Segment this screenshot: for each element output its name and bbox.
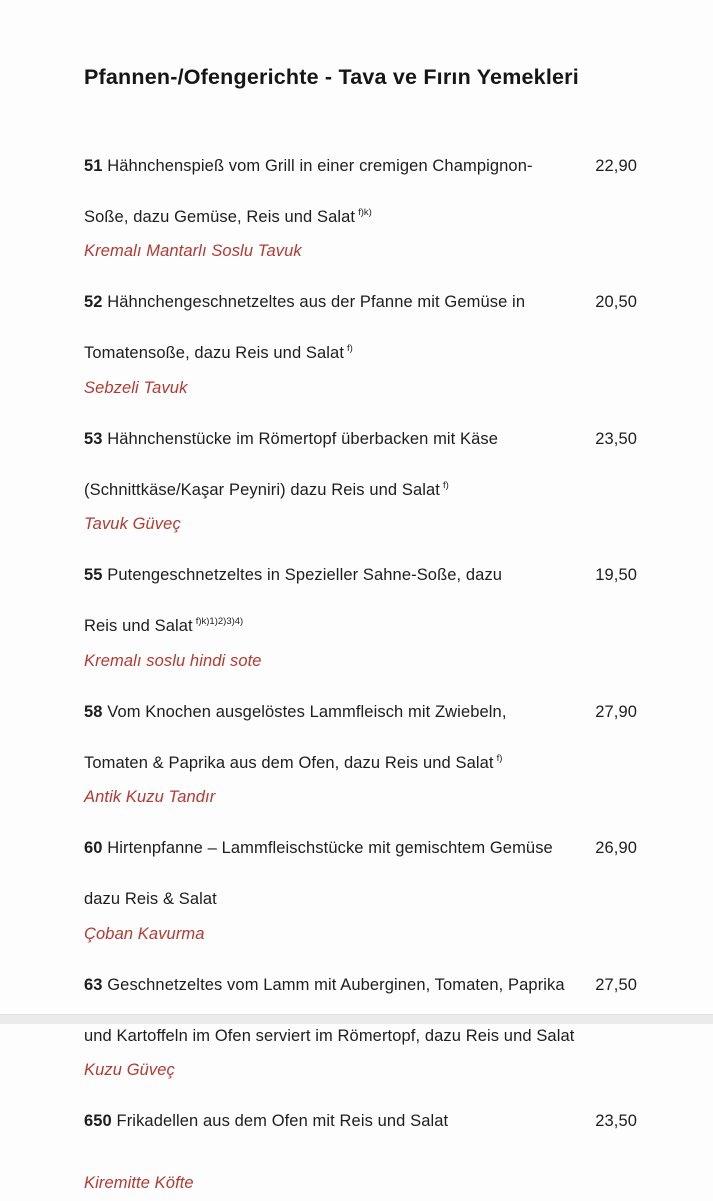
menu-item xyxy=(84,269,637,406)
item-number: 63 xyxy=(84,975,103,994)
item-price: 20,50 xyxy=(595,293,637,311)
item-line-2 xyxy=(84,200,637,235)
item-description xyxy=(84,285,579,320)
item-line-1 xyxy=(84,678,637,746)
item-description-continued: Soße, dazu Gemüse, Reis und Salat xyxy=(84,207,356,226)
item-description xyxy=(84,695,579,730)
item-line-1 xyxy=(84,132,637,200)
item-line-1 xyxy=(84,951,637,1019)
item-number: 650 xyxy=(84,1112,112,1130)
item-price: 26,90 xyxy=(595,839,637,857)
item-line-1 xyxy=(84,542,637,610)
item-turkish-name: Kremalı Mantarlı Soslu Tavuk xyxy=(84,242,302,260)
item-number: 55 xyxy=(84,566,103,584)
menu-item xyxy=(84,678,637,815)
item-turkish-name: Kremalı soslu hindi sote xyxy=(84,651,262,670)
item-price: 23,50 xyxy=(595,1112,637,1130)
page-title: Pfannen-/Ofengerichte - Tava ve Fırın Yemekleri xyxy=(84,65,579,89)
item-line-1 xyxy=(84,1088,637,1156)
item-line-1 xyxy=(84,405,637,473)
allergen-note: f) xyxy=(442,479,449,491)
item-price: 27,50 xyxy=(595,975,637,994)
item-description-continued: dazu Reis & Salat xyxy=(84,890,217,908)
item-turkish-name: Kiremitte Köfte xyxy=(84,1174,194,1192)
item-number: 51 xyxy=(84,156,103,175)
item-description xyxy=(84,558,579,593)
item-description xyxy=(84,831,579,866)
allergen-note: f)k)1)2)3)4) xyxy=(195,616,244,627)
item-description xyxy=(84,968,579,1003)
item-line-2 xyxy=(84,882,637,917)
item-description xyxy=(84,1104,579,1139)
item-description-continued: und Kartoffeln im Ofen serviert im Römertopf, dazu Reis und Salat xyxy=(84,1026,575,1045)
item-description-text: Geschnetzeltes vom Lamm mit Auberginen, Tomaten, Paprika xyxy=(107,975,565,994)
menu-item xyxy=(84,815,637,952)
item-description xyxy=(84,422,579,457)
menu-item xyxy=(84,542,637,679)
item-price: 22,90 xyxy=(595,156,637,175)
allergen-note: f) xyxy=(347,343,353,354)
item-number: 58 xyxy=(84,702,103,721)
item-number: 52 xyxy=(84,293,103,311)
item-description xyxy=(84,149,579,184)
item-number: 53 xyxy=(84,429,103,448)
item-price: 19,50 xyxy=(595,566,637,584)
allergen-note: f) xyxy=(496,752,503,764)
menu-item xyxy=(84,1088,637,1201)
item-line-1 xyxy=(84,815,637,883)
item-description-continued: Tomatensoße, dazu Reis und Salat xyxy=(84,344,345,362)
item-line-2 xyxy=(84,336,637,371)
allergen-note: f)k) xyxy=(358,206,372,218)
item-description-text: Hirtenpfanne – Lammfleischstücke mit gemischtem Gemüse xyxy=(107,839,553,857)
page-bottom-edge xyxy=(0,1014,713,1024)
item-turkish-name: Sebzeli Tavuk xyxy=(84,378,188,397)
item-turkish-name: Antik Kuzu Tandır xyxy=(84,788,216,806)
item-price: 27,90 xyxy=(595,702,637,721)
item-turkish-name: Çoban Kavurma xyxy=(84,924,205,943)
item-description-text: Hähnchengeschnetzeltes aus der Pfanne mit Gemüse in xyxy=(107,293,526,311)
item-description-continued: Tomaten & Paprika aus dem Ofen, dazu Reis und Salat xyxy=(84,753,494,772)
item-description-continued: (Schnittkäse/Kaşar Peyniri) dazu Reis und Salat xyxy=(84,480,440,499)
item-line-2 xyxy=(84,609,637,644)
item-turkish-name: Kuzu Güveç xyxy=(84,1061,175,1079)
menu-item xyxy=(84,405,637,542)
item-number: 60 xyxy=(84,839,103,857)
item-description-text: Frikadellen aus dem Ofen mit Reis und Salat xyxy=(116,1112,449,1130)
menu-item xyxy=(84,132,637,269)
item-description-text: Hähnchenstücke im Römertopf überbacken mit Käse xyxy=(107,429,499,448)
item-line-2 xyxy=(84,746,637,781)
item-description-continued: Reis und Salat xyxy=(84,617,193,635)
item-line-1 xyxy=(84,269,637,337)
item-price: 23,50 xyxy=(595,429,637,448)
item-line-2 xyxy=(84,473,637,508)
item-description-text: Putengeschnetzeltes in Spezieller Sahne-Soße, dazu xyxy=(107,566,503,584)
item-description-text: Vom Knochen ausgelöstes Lammfleisch mit Zwiebeln, xyxy=(107,702,507,721)
item-description-text: Hähnchenspieß vom Grill in einer cremigen Champignon- xyxy=(107,156,533,175)
item-turkish-name: Tavuk Güveç xyxy=(84,515,181,533)
